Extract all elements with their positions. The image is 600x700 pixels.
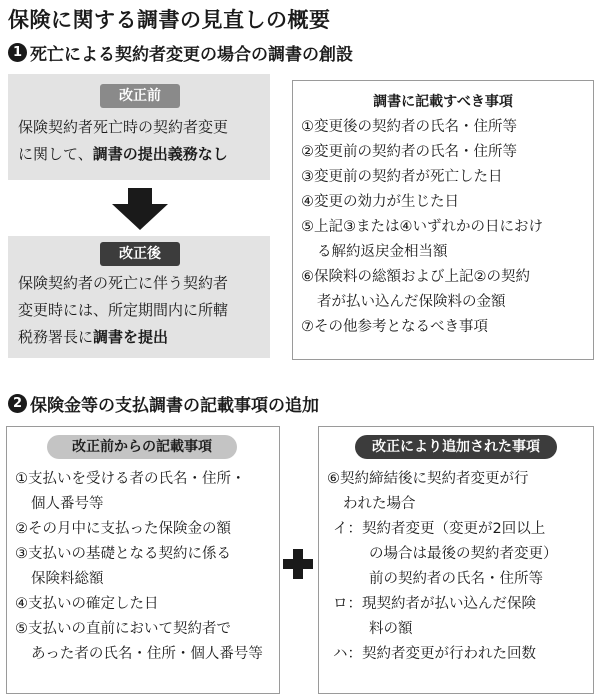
list-item: ①支払いを受ける者の氏名・住所・ bbox=[15, 471, 246, 487]
list-item: ⑦その他参考となるべき事項 bbox=[301, 319, 488, 335]
after-line3-bold: 調書を提出 bbox=[93, 328, 169, 346]
list-item: われた場合 bbox=[343, 496, 416, 512]
list-item: 保険料総額 bbox=[31, 571, 104, 587]
existing-items-title: 改正前からの記載事項 bbox=[47, 435, 237, 459]
before-line1: 保険契約者死亡時の契約者変更 bbox=[18, 118, 229, 136]
after-label: 改正後 bbox=[100, 242, 180, 266]
before-text bbox=[18, 114, 268, 168]
page-title: 保険に関する調書の見直しの概要 bbox=[8, 8, 331, 32]
existing-items-list bbox=[15, 467, 263, 667]
list-item: 個人番号等 bbox=[31, 496, 104, 512]
list-item: ③支払いの基礎となる契約に係る bbox=[15, 546, 231, 562]
list-item: ⑤支払いの直前において契約者で bbox=[15, 621, 231, 637]
before-box bbox=[8, 74, 270, 180]
section2-heading-row bbox=[8, 391, 319, 416]
list-item: ③変更前の契約者が死亡した日 bbox=[301, 169, 503, 185]
list-item: あった者の氏名・住所・個人番号等 bbox=[31, 646, 263, 662]
list-item: ①変更後の契約者の氏名・住所等 bbox=[301, 119, 517, 135]
added-items-title: 改正により追加された事項 bbox=[355, 435, 557, 459]
down-arrow-icon bbox=[112, 188, 168, 230]
section1-number-badge: 1 bbox=[8, 43, 27, 62]
list-item: の場合は最後の契約者変更） bbox=[369, 546, 558, 562]
section1-heading-row bbox=[8, 40, 353, 65]
before-line2-bold: 調書の提出義務なし bbox=[92, 145, 228, 163]
list-item: ⑥契約締結後に契約者変更が行 bbox=[327, 471, 529, 487]
list-item: ②変更前の契約者の氏名・住所等 bbox=[301, 144, 517, 160]
list-item: る解約返戻金相当額 bbox=[317, 244, 448, 260]
report-items-panel bbox=[292, 80, 594, 360]
report-items-title: 調書に記載すべき事項 bbox=[373, 94, 513, 110]
added-items-list bbox=[327, 467, 558, 667]
list-item: ②その月中に支払った保険金の額 bbox=[15, 521, 231, 537]
list-item: ⑤上記③または④いずれかの日におけ bbox=[301, 219, 543, 235]
added-items-panel bbox=[318, 426, 594, 694]
before-line2 bbox=[18, 141, 268, 168]
after-line3 bbox=[18, 324, 268, 351]
after-box bbox=[8, 236, 270, 358]
list-item: 料の額 bbox=[369, 621, 413, 637]
list-item: ④変更の効力が生じた日 bbox=[301, 194, 459, 210]
section2-number-badge: 2 bbox=[8, 394, 27, 413]
after-text bbox=[18, 270, 268, 351]
list-item: ハ：契約者変更が行われた回数 bbox=[333, 646, 536, 662]
list-item: ロ：現契約者が払い込んだ保険 bbox=[333, 596, 536, 612]
after-line1: 保険契約者の死亡に伴う契約者 bbox=[18, 274, 229, 292]
plus-icon bbox=[282, 548, 314, 580]
existing-items-panel bbox=[6, 426, 280, 694]
list-item: ④支払いの確定した日 bbox=[15, 596, 159, 612]
list-item: 前の契約者の氏名・住所等 bbox=[369, 571, 543, 587]
before-line2-plain: に関して、 bbox=[18, 145, 93, 163]
before-label: 改正前 bbox=[100, 84, 180, 108]
list-item: 者が払い込んだ保険料の金額 bbox=[317, 294, 506, 310]
list-item: ⑥保険料の総額および上記②の契約 bbox=[301, 269, 530, 285]
section2-heading: 保険金等の支払調書の記載事項の追加 bbox=[30, 396, 319, 416]
report-items-list bbox=[301, 115, 543, 340]
section1-heading: 死亡による契約者変更の場合の調書の創設 bbox=[30, 45, 353, 65]
after-line3-plain: 税務署長に bbox=[18, 328, 94, 346]
list-item: イ：契約者変更（変更が2回以上 bbox=[333, 521, 546, 537]
after-line2: 変更時には、所定期間内に所轄 bbox=[18, 301, 229, 319]
